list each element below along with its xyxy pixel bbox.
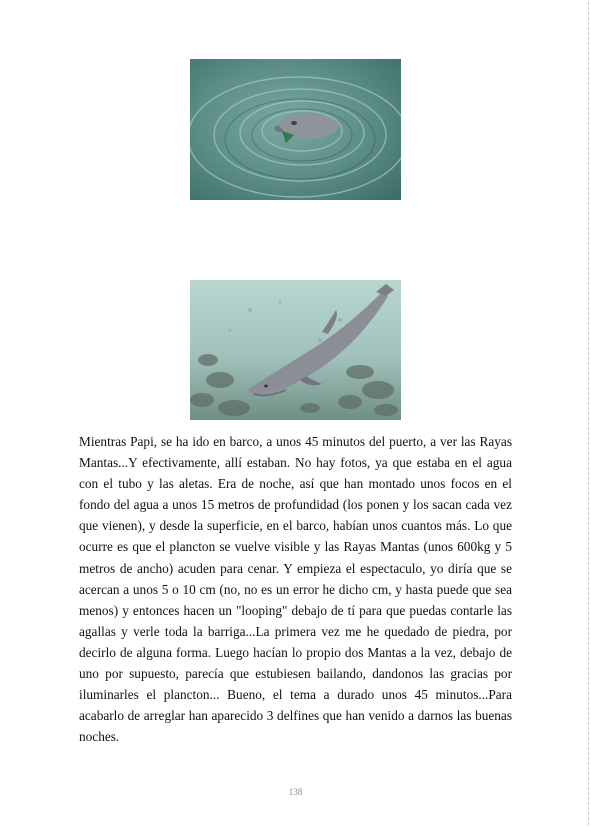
page-number: 138 (288, 787, 303, 797)
dolphin-surface-photo (190, 59, 401, 200)
dolphin-head-surfacing-icon (190, 59, 401, 200)
body-paragraph: Mientras Papi, se ha ido en barco, a unos 45 minutos del puerto, a ver las Rayas Mantas...Y efectivamente, allí estaban. No hay fotos, ya que estaba en el agua con el tubo y las aletas. Era de noche, así que han montado unos focos en el fondo del agua a unos 15 metros de profundidad (los ponen y los sacan cada vez que vienen), y desde la superficie, en el barco, habían unos cuantos más. Lo que ocurre es que el plancton se vuelve visible y las Rayas Mantas (unos 600kg y 5 metros de ancho) acuden para cenar. Y empieza el espectaculo, yo diría que se acercan a unos 5 o 10 cm (no, no es un error he dicho cm, y hasta puede que sea menos) y entonces hacen un "looping" debajo de tí para que puedas contarle las agallas y verle toda la barriga...La primera vez me he quedado de piedra, por decirlo de alguna forma. Luego hacían lo propio dos Mantas a la vez, debajo de uno por supuesto, parecía que estubiesen bailando, dandonos las gracias por iluminarles el plancton... Bueno, el tema a durado unos 45 minutos...Para acabarlo de arreglar han aparecido 3 delfines que han venido a darnos las buenas noches. (79, 434, 512, 745)
dolphin-underwater-photo (190, 280, 401, 420)
page-edge (587, 2, 589, 825)
dolphin-swimming-underwater-icon (190, 280, 401, 420)
